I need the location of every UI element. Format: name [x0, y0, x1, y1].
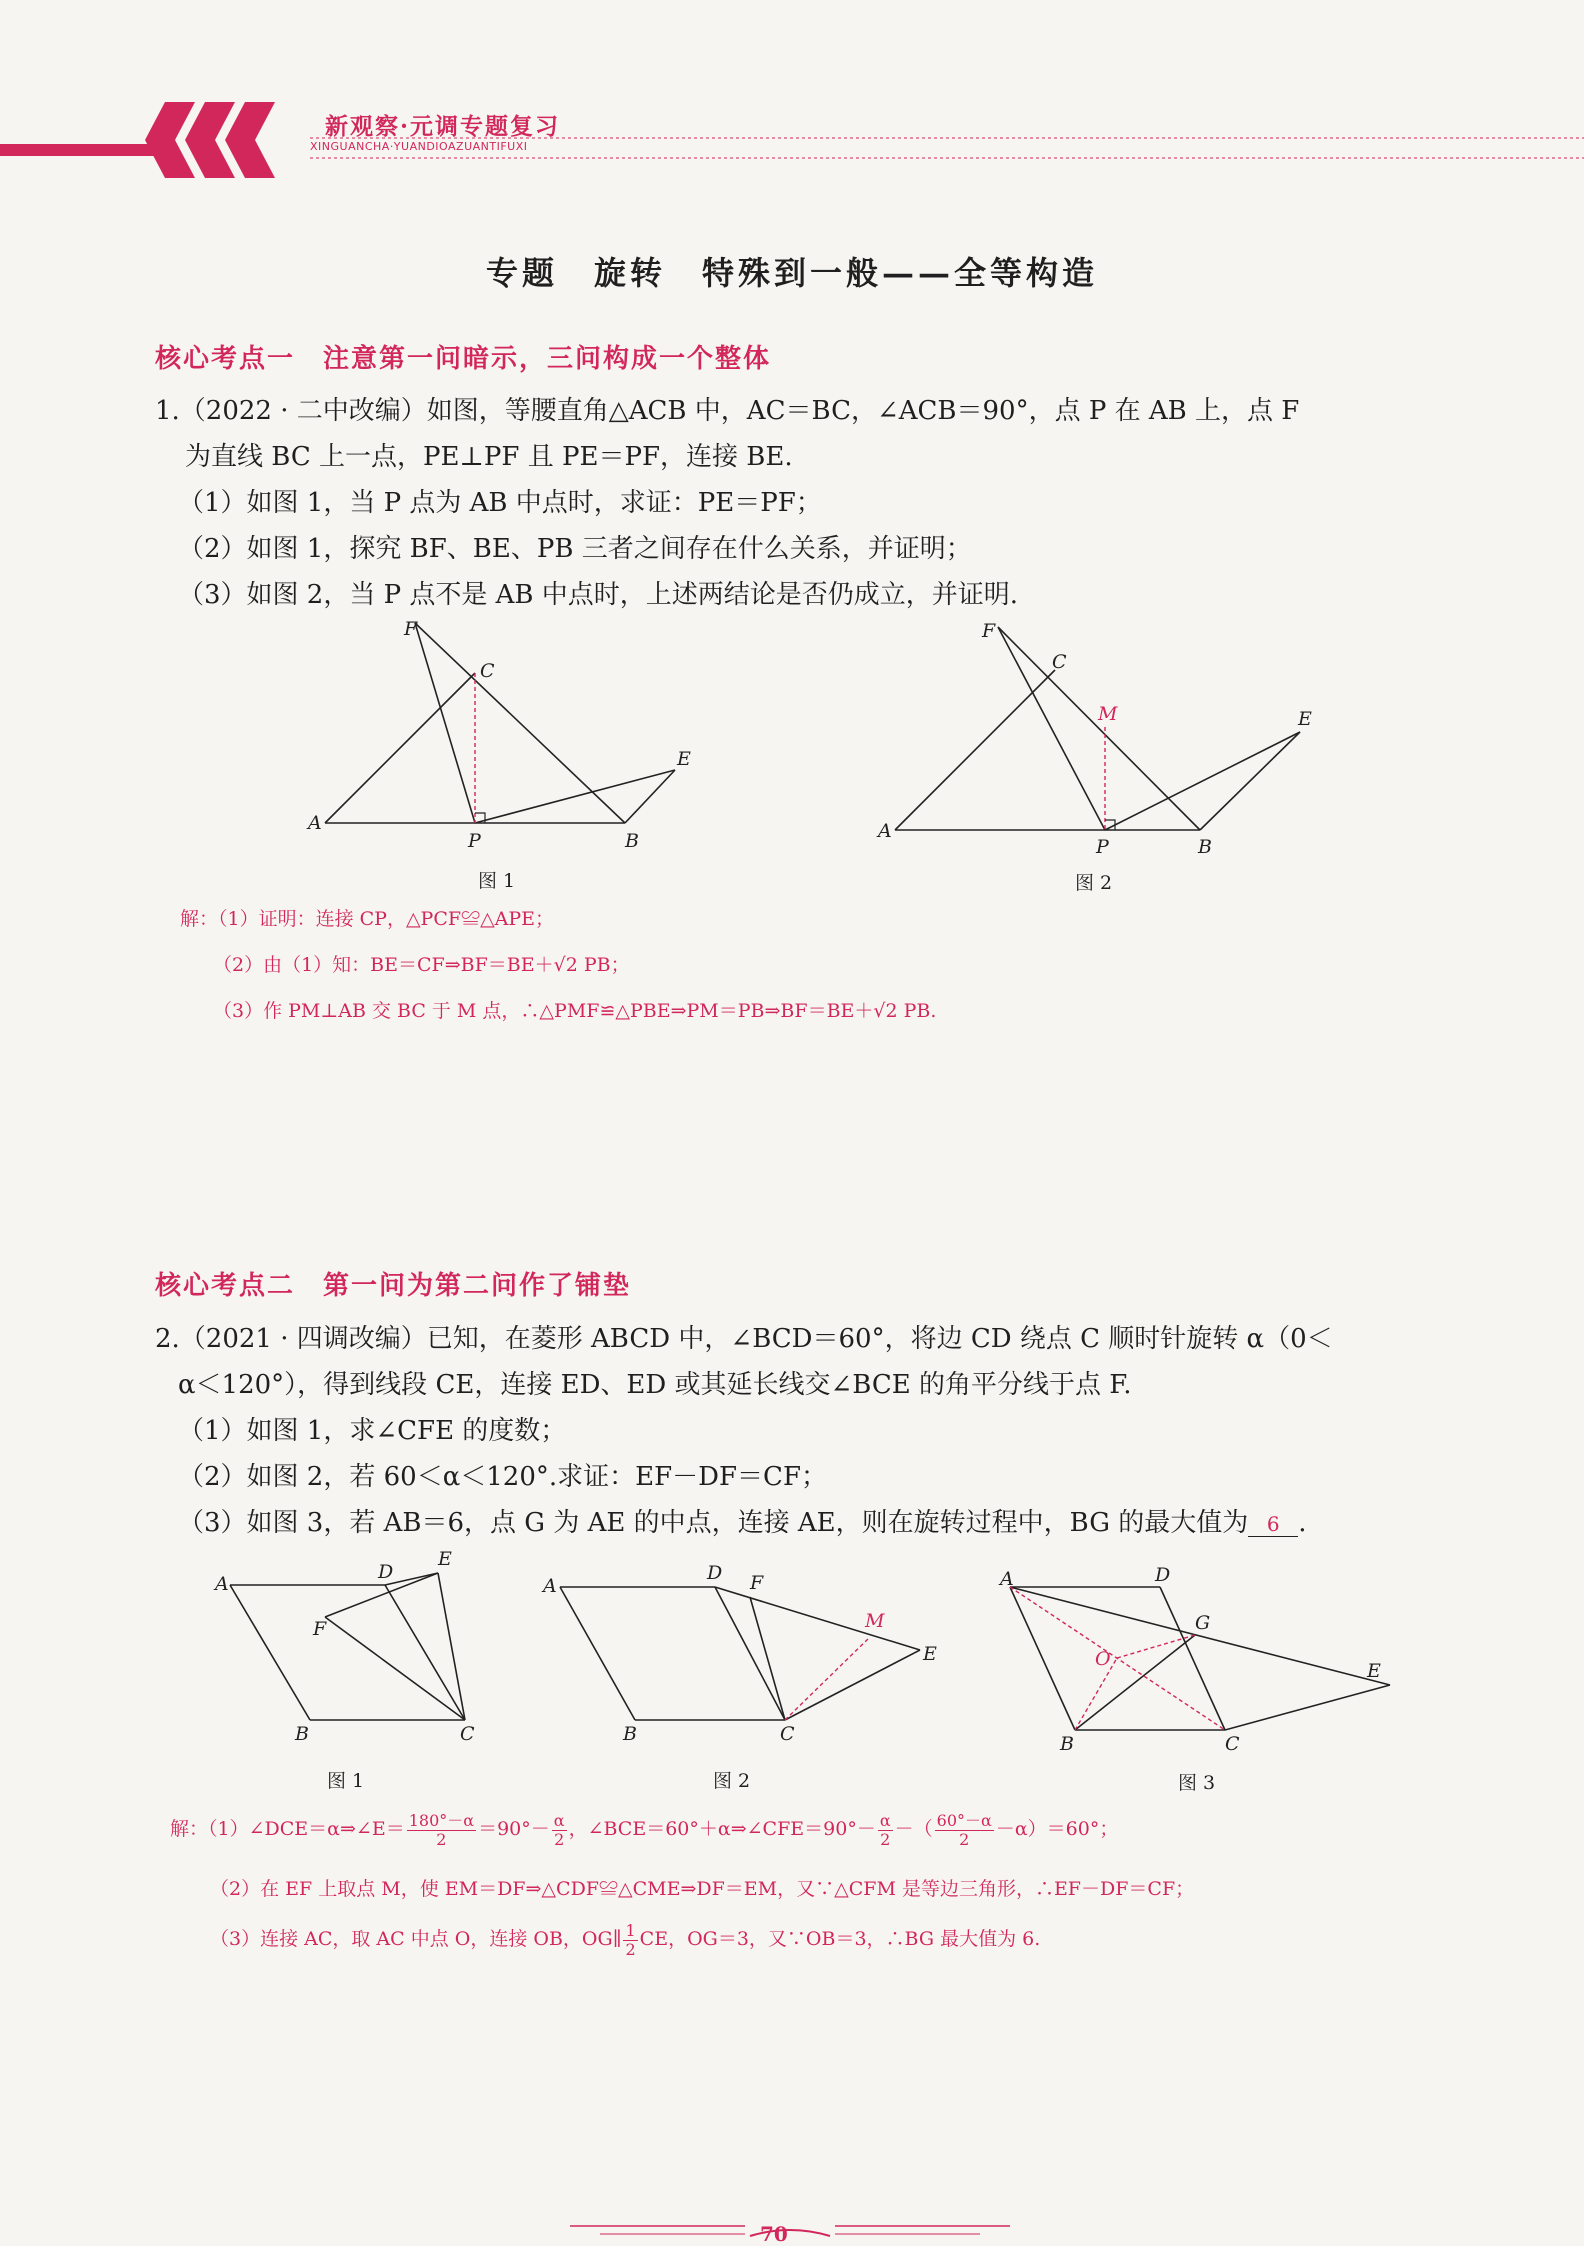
q2-part2: （2）如图 2，若 60＜α＜120°.求证：EF－DF＝CF；: [178, 1462, 827, 1492]
frac-num: 60°－α: [936, 1811, 992, 1830]
q2f1-label-F: F: [313, 1618, 327, 1640]
q2f3-label-A: A: [1000, 1568, 1014, 1590]
section1-heading: 核心考点一 注意第一问暗示，三问构成一个整体: [155, 344, 772, 374]
q2f2-label-C: C: [780, 1723, 795, 1745]
fraction: [407, 1812, 476, 1848]
q1-fig1-caption: 图 1: [478, 870, 516, 892]
frac-num: 180°－α: [408, 1811, 475, 1830]
q2-answer-blank: 6: [1248, 1512, 1298, 1537]
q1-part3: （3）如图 2，当 P 点不是 AB 中点时，上述两结论是否仍成立，并证明.: [178, 580, 1019, 610]
q2f2-label-F: F: [750, 1572, 764, 1594]
q1f2-label-M: M: [1098, 703, 1118, 725]
q2-fig1-caption: 图 1: [327, 1770, 365, 1792]
q2-figure-2: [535, 1555, 955, 1765]
q2f3-label-E: E: [1367, 1660, 1381, 1682]
q2-sol1-b: ＝90°－: [478, 1818, 550, 1841]
q2f2-label-A: A: [543, 1575, 557, 1597]
q1-figure-1: [300, 615, 720, 855]
frac-num: α: [553, 1811, 565, 1830]
q1-solution-2: （2）由（1）知：BE＝CF⇒BF＝BE＋√2 PB；: [213, 954, 630, 976]
footer-ornament: [570, 2222, 1010, 2242]
fraction: [623, 1922, 637, 1958]
q1f2-label-C: C: [1052, 651, 1067, 673]
q2-part3-text: （3）如图 3，若 AB＝6，点 G 为 AE 的中点，连接 AE，则在旋转过程中，BG 的最大值为: [178, 1508, 1249, 1538]
header-banner: [0, 100, 1584, 180]
q1f1-label-E: E: [677, 748, 691, 770]
q1-solution-1: 解：（1）证明：连接 CP，△PCF≌△APE；: [180, 908, 555, 930]
frac-den: 2: [959, 1829, 970, 1849]
q2f3-label-B: B: [1060, 1733, 1074, 1755]
q1f1-label-B: B: [625, 830, 639, 852]
q1f1-label-F: F: [404, 618, 418, 640]
q2-solution-3: [210, 1922, 1040, 1958]
q1f2-label-F: F: [982, 620, 996, 642]
q1f2-label-E: E: [1298, 708, 1312, 730]
q1f1-label-A: A: [308, 812, 322, 834]
q2-sol1-e: －α）＝60°；: [995, 1818, 1119, 1841]
q2f3-label-G: G: [1195, 1612, 1211, 1634]
q2-line1: 2.（2021 · 四调改编）已知，在菱形 ABCD 中，∠BCD＝60°，将边 CD 绕点 C 顺时针旋转 α（0＜: [155, 1324, 1333, 1354]
q2f1-label-C: C: [460, 1723, 475, 1745]
q1f1-label-C: C: [480, 660, 495, 682]
q2-sol1-c: ，∠BCE＝60°＋α⇒∠CFE＝90°－: [568, 1818, 876, 1841]
q2f3-label-C: C: [1225, 1733, 1240, 1755]
frac-num: 1: [625, 1921, 636, 1940]
q2-sol1-a: 解：（1）∠DCE＝α⇒∠E＝: [170, 1818, 405, 1841]
q1f2-label-A: A: [878, 820, 892, 842]
q2f2-label-B: B: [623, 1723, 637, 1745]
q2-fig2-caption: 图 2: [713, 1770, 751, 1792]
q2f1-label-A: A: [215, 1573, 229, 1595]
fraction: [552, 1812, 567, 1848]
q2-part1: （1）如图 1，求∠CFE 的度数；: [178, 1416, 567, 1446]
header-stripes: [0, 144, 160, 156]
q1-line1: 1.（2022 · 二中改编）如图，等腰直角△ACB 中，AC＝BC，∠ACB＝90°，点 P 在 AB 上，点 F: [155, 396, 1300, 426]
q1f2-label-P: P: [1096, 836, 1109, 855]
q2-sol3-a: （3）连接 AC，取 AC 中点 O，连接 OB，OG: [210, 1928, 613, 1951]
q2f3-label-O: O: [1095, 1648, 1111, 1670]
q2f1-label-D: D: [378, 1561, 394, 1583]
header-chevron-logo: [145, 102, 275, 178]
q1f1-label-P: P: [468, 830, 481, 852]
q2-solution-1: [170, 1812, 1118, 1848]
frac-den: 2: [554, 1829, 565, 1849]
fraction: [935, 1812, 994, 1848]
parallel-equal-symbol: ∥: [612, 1928, 622, 1951]
page-number: 70: [760, 2222, 788, 2246]
q1-solution-3: （3）作 PM⊥AB 交 BC 于 M 点，∴△PMF≌△PBE⇒PM＝PB⇒BF＝BE＋√2 PB.: [213, 1000, 937, 1022]
q2f3-label-D: D: [1155, 1565, 1171, 1586]
q2-fig3-caption: 图 3: [1178, 1772, 1216, 1794]
q2-figure-1: [210, 1545, 480, 1760]
q1-figure-2: [870, 615, 1320, 855]
q1f2-label-B: B: [1198, 836, 1212, 855]
q2-sol1-d: －（: [894, 1818, 933, 1841]
frac-den: 2: [625, 1939, 636, 1959]
header-subtitle: XINGUANCHA·YUANDIOAZUANTIFUXI: [310, 140, 528, 153]
q1-fig2-caption: 图 2: [1075, 872, 1113, 894]
fraction: [878, 1812, 893, 1848]
q2-solution-2: （2）在 EF 上取点 M，使 EM＝DF⇒△CDF≌△CME⇒DF＝EM，又∵△CFM 是等边三角形，∴EF－DF＝CF；: [210, 1878, 1195, 1900]
header-title: 新观察·元调专题复习: [325, 113, 561, 140]
q2f1-label-E: E: [438, 1548, 452, 1570]
q2f2-label-M: M: [865, 1610, 885, 1632]
q1-line2: 为直线 BC 上一点，PE⊥PF 且 PE＝PF，连接 BE.: [185, 442, 793, 472]
frac-den: 2: [880, 1829, 891, 1849]
q1-part2: （2）如图 1，探究 BF、BE、PB 三者之间存在什么关系，并证明；: [178, 534, 972, 564]
q2f1-label-B: B: [295, 1723, 309, 1745]
q1-part1: （1）如图 1，当 P 点为 AB 中点时，求证：PE＝PF；: [178, 488, 822, 518]
frac-num: α: [879, 1811, 891, 1830]
q2-line2: α＜120°），得到线段 CE，连接 ED、ED 或其延长线交∠BCE 的角平分线于点 F.: [178, 1370, 1132, 1400]
q2f2-label-E: E: [923, 1643, 937, 1665]
q2-part3: [178, 1502, 1307, 1539]
section2-heading: 核心考点二 第一问为第二问作了铺垫: [155, 1271, 632, 1301]
q2-part3-end: .: [1298, 1508, 1307, 1538]
page-title: 专题 旋转 特殊到一般——全等构造: [485, 254, 1098, 292]
q2-figure-3: [995, 1565, 1405, 1765]
q2f2-label-D: D: [707, 1562, 723, 1584]
frac-den: 2: [436, 1829, 447, 1849]
q2-sol3-b: CE，OG＝3，又∵OB＝3，∴BG 最大值为 6.: [639, 1928, 1041, 1951]
